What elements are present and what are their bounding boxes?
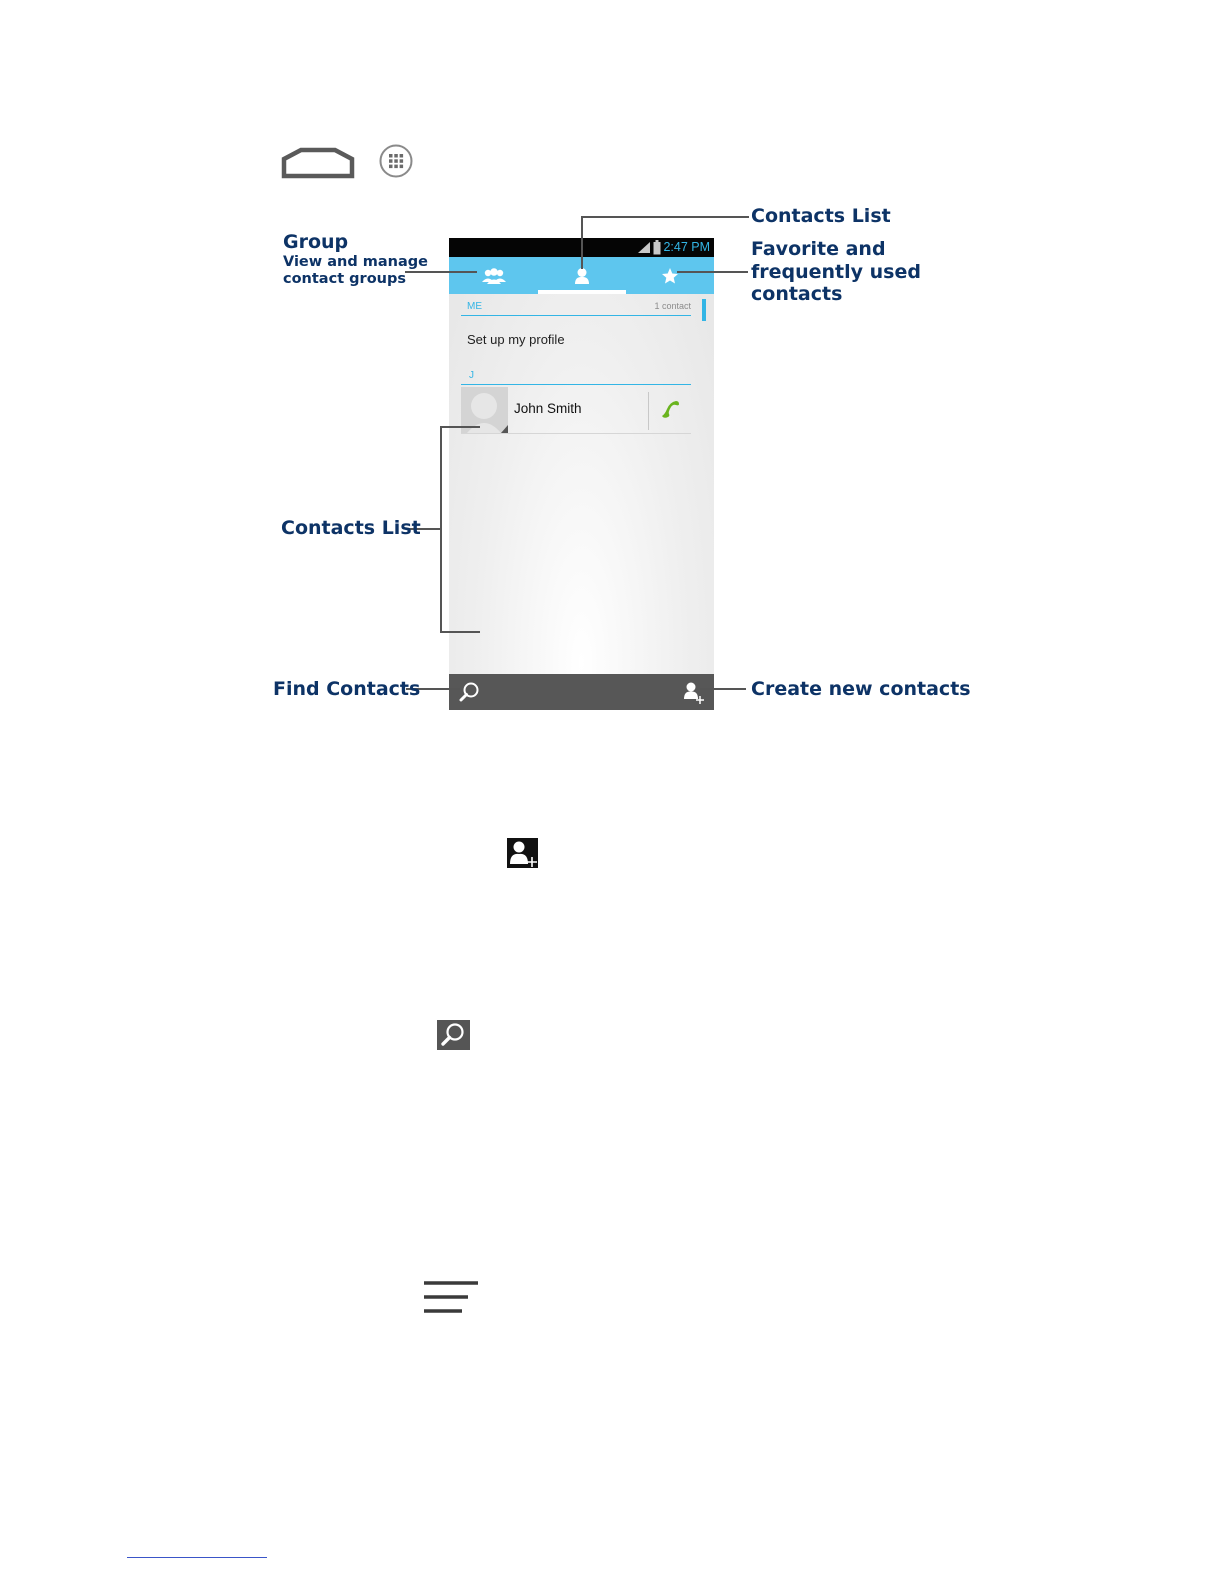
battery-icon (653, 240, 661, 255)
callout-favorites: Favorite and (751, 238, 886, 260)
callout-contacts-list-top: Contacts List (751, 205, 891, 227)
contact-name: John Smith (514, 401, 582, 416)
callout-group-title: Group (283, 231, 349, 253)
tab-groups[interactable] (449, 257, 538, 294)
menu-icon (422, 1281, 480, 1314)
leader-line (700, 688, 746, 690)
apps-grid-icon (378, 143, 414, 179)
tab-favorites[interactable] (626, 257, 714, 294)
search-icon (437, 1020, 470, 1050)
callout-favorites: contacts (751, 283, 843, 305)
scrollbar[interactable] (702, 299, 706, 321)
section-header-me (461, 299, 691, 316)
leader-line (440, 631, 480, 633)
set-up-profile-row[interactable]: Set up my profile (467, 332, 565, 347)
callout-group-desc: contact groups (283, 271, 406, 287)
leader-line (581, 216, 749, 218)
bottom-action-bar (449, 674, 714, 710)
status-time: 2:47 PM (663, 240, 710, 254)
contact-count: 1 contact (654, 301, 691, 311)
callout-create-new-contacts: Create new contacts (751, 678, 971, 700)
contacts-app-screen (449, 238, 714, 710)
leader-line (440, 426, 442, 633)
search-icon[interactable] (459, 681, 481, 703)
callout-find-contacts: Find Contacts (273, 678, 421, 700)
callout-favorites: frequently used (751, 261, 921, 283)
section-header-label: J (469, 370, 474, 381)
add-contact-icon (507, 838, 538, 868)
section-header-j (461, 368, 691, 385)
callout-group-desc: View and manage (283, 254, 428, 270)
contact-list-item[interactable] (461, 387, 691, 434)
divider (127, 1557, 267, 1558)
groups-icon (482, 267, 506, 285)
add-contact-icon[interactable] (683, 681, 705, 705)
section-header-label: ME (467, 301, 482, 312)
divider (648, 392, 649, 430)
phone-call-icon[interactable] (657, 397, 683, 423)
leader-line (581, 216, 583, 269)
person-icon (574, 267, 590, 285)
home-button-icon (281, 146, 355, 180)
leader-line (677, 271, 748, 273)
leader-line (405, 271, 477, 273)
selected-tab-indicator (538, 290, 626, 294)
star-icon (661, 267, 679, 285)
leader-line (440, 426, 480, 428)
callout-contacts-list-left: Contacts List (281, 517, 421, 539)
signal-icon (637, 241, 651, 254)
